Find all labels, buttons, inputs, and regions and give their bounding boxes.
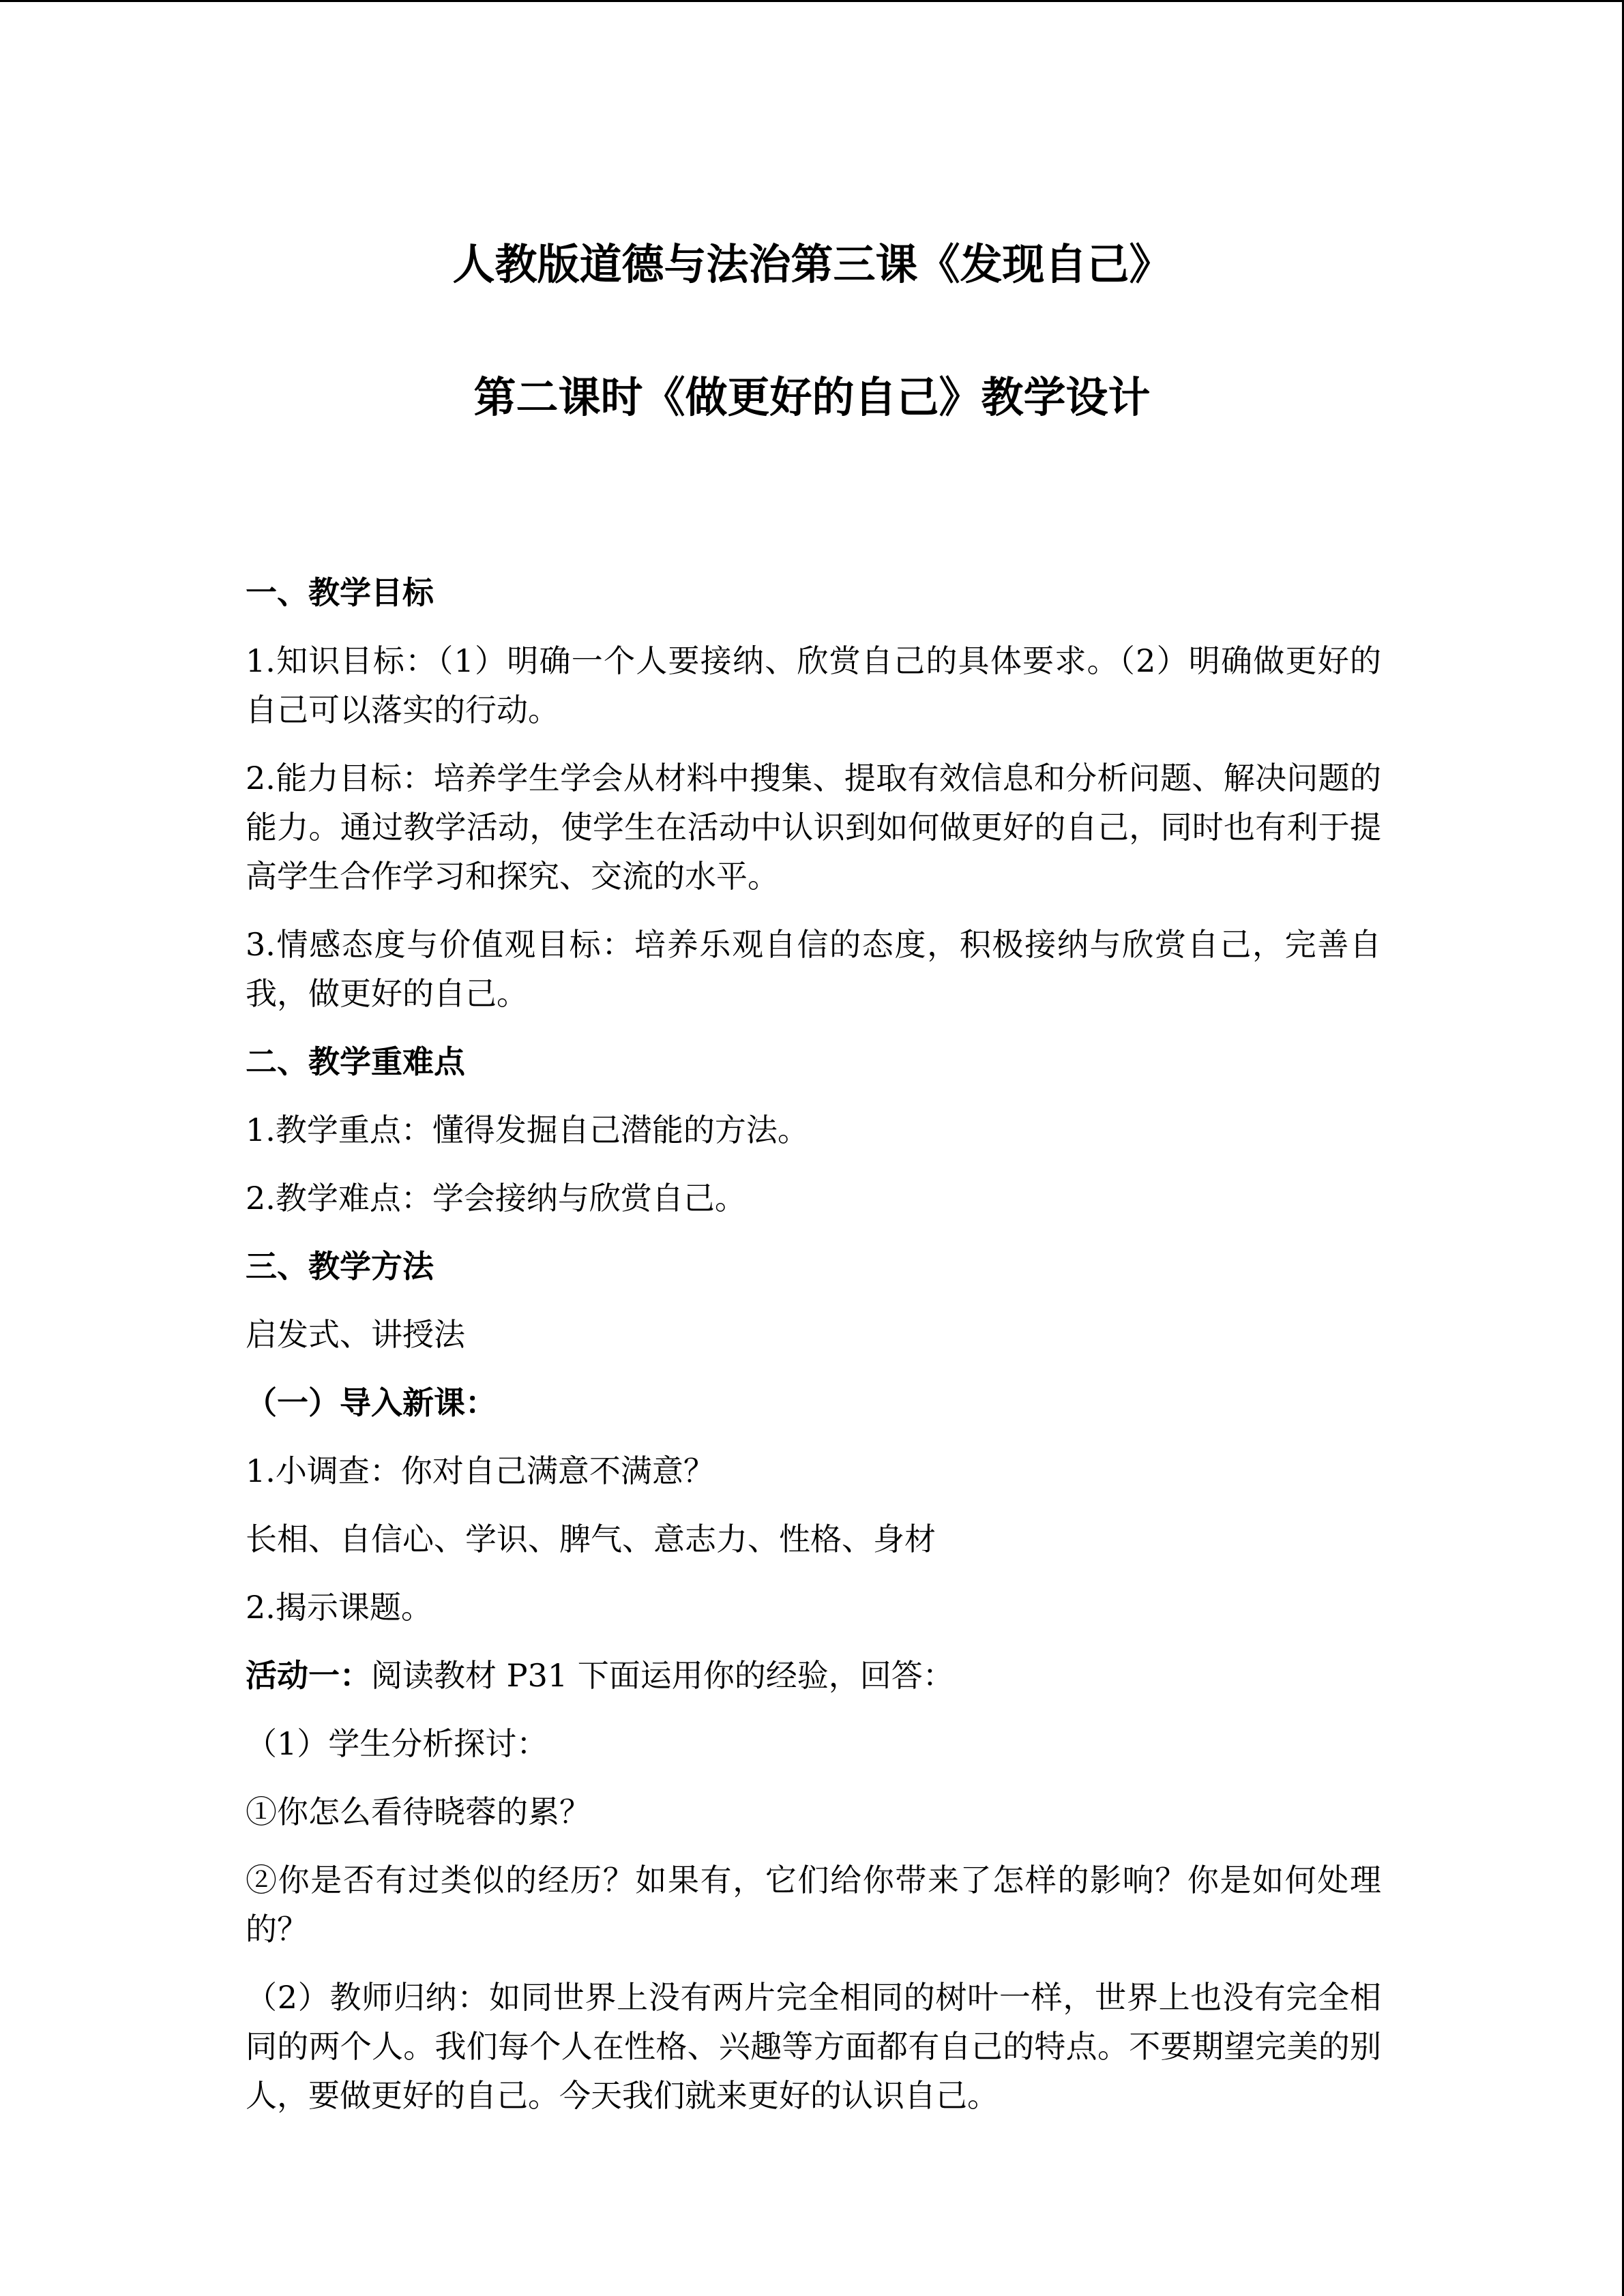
methods-text: 启发式、讲授法 bbox=[246, 1316, 465, 1353]
activity-one-sub2: （2）教师归纳：如同世界上没有两片完全相同的树叶一样，世界上也没有完全相同的两个人。我们每个人在性格、兴趣等方面都有自己的特点。不要期望完美的别人，要做更好的自己。今天我们就来更好的认识自己。 bbox=[246, 1979, 1381, 2114]
section-heading-key-points: 二、教学重难点 bbox=[246, 1043, 465, 1080]
section-heading-objectives: 一、教学目标 bbox=[246, 574, 434, 611]
key-point: 1.教学重点：懂得发掘自己潜能的方法。 bbox=[246, 1112, 809, 1148]
activity-one-question2: ②你是否有过类似的经历？如果有，它们给你带来了怎样的影响？你是如何处理的？ bbox=[246, 1862, 1381, 1948]
difficult-point: 2.教学难点：学会接纳与欣赏自己。 bbox=[246, 1180, 746, 1217]
section-heading-intro: （一）导入新课： bbox=[246, 1384, 497, 1421]
objective-attitude: 3.情感态度与价值观目标：培养乐观自信的态度，积极接纳与欣赏自己，完善自我，做更好的自己。 bbox=[246, 926, 1381, 1012]
intro-reveal-topic: 2.揭示课题。 bbox=[246, 1589, 432, 1626]
intro-survey: 1.小调查：你对自己满意不满意？ bbox=[246, 1452, 715, 1489]
activity-one bbox=[246, 1651, 1381, 1700]
activity-one-sub1: （1）学生分析探讨： bbox=[246, 1725, 548, 1762]
document-body bbox=[246, 568, 1381, 2139]
intro-survey-detail: 长相、自信心、学识、脾气、意志力、性格、身材 bbox=[246, 1521, 936, 1557]
document-title: 人教版道德与法治第三课《发现自己》 bbox=[452, 239, 1172, 289]
activity-one-label: 活动一： bbox=[246, 1657, 371, 1694]
section-heading-methods: 三、教学方法 bbox=[246, 1248, 434, 1285]
document-subtitle: 第二课时《做更好的自己》教学设计 bbox=[473, 372, 1151, 422]
objective-knowledge: 1.知识目标：（1）明确一个人要接纳、欣赏自己的具体要求。（2）明确做更好的自己可以落实的行动。 bbox=[246, 642, 1381, 728]
activity-one-question1: ①你怎么看待晓蓉的累？ bbox=[246, 1793, 591, 1830]
activity-one-text: 阅读教材 P31 下面运用你的经验，回答： bbox=[371, 1657, 954, 1694]
objective-ability: 2.能力目标：培养学生学会从材料中搜集、提取有效信息和分析问题、解决问题的能力。通过教学活动，使学生在活动中认识到如何做更好的自己，同时也有利于提高学生合作学习和探究、交流的水平。 bbox=[246, 760, 1381, 895]
